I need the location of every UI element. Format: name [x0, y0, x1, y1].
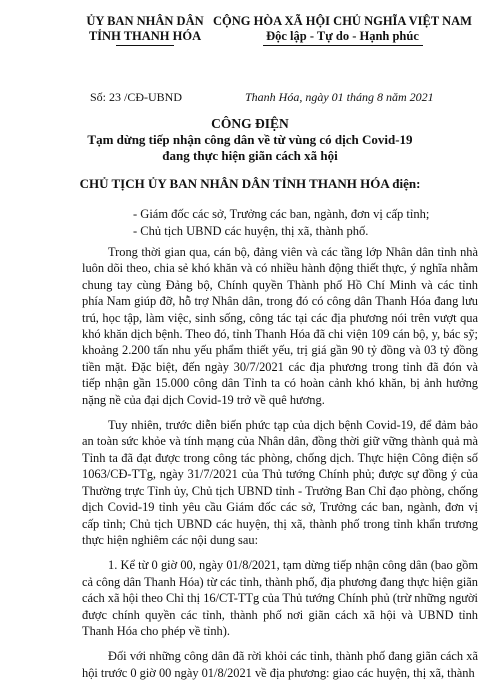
national-motto: [205, 14, 480, 46]
document-number: Số: 23 /CĐ-UBND: [90, 90, 183, 104]
motto-underline: [263, 45, 423, 46]
document-title-block: [0, 116, 500, 164]
issuing-authority: [70, 14, 220, 46]
motto-line: Độc lập - Tự do - Hạnh phúc: [266, 29, 419, 43]
authority-underline: [116, 45, 174, 46]
place-and-date: Thanh Hóa, ngày 01 tháng 8 năm 2021: [245, 90, 434, 104]
document-title: CÔNG ĐIỆN: [211, 116, 289, 131]
recipient-list: [133, 206, 429, 240]
recipient-item: - Chủ tịch UBND các huyện, thị xã, thành phố.: [133, 224, 369, 238]
body-paragraph: Đối với những công dân đã rời khỏi các tỉnh, thành phố đang giãn cách xã hội trước 0 giờ 00 ngày 01/8/2021 về địa phương: giao các huyện, thị xã, thành: [82, 649, 478, 680]
body-paragraph: Trong thời gian qua, cán bộ, đảng viên và các tầng lớp Nhân dân tỉnh nhà luôn dõi theo, chia sẻ khó khăn và có nhiều hành động thiết thực, ý nghĩa nhằm chung tay cùng Đảng bộ, Chính quyền Thành phố Hồ Chí Minh và các tỉnh phía Nam giúp đỡ, hỗ trợ Nhân dân, trong đó có công dân Thanh Hóa đang lưu trú, học tập, làm việc, sinh sống, công tác tại các địa phương nói trên vượt qua khó khăn dịch bệnh. Theo đó, tỉnh Thanh Hóa đã chi viện 109 cán bộ, y, bác sỹ; khoảng 2.200 tấn nhu yếu phẩm thiết yếu, trị giá gần 90 tỷ đồng và 03 tỷ đồng tiền mặt. Đặc biệt, đến ngày 30/7/2021 các địa phương trong tỉnh đã đón và tiếp nhận gần 15.000 công dân Tỉnh ta có hoàn cảnh khó khăn, bị ảnh hưởng nặng nề của đại dịch Covid-19 trở về quê hương.: [82, 245, 478, 407]
recipient-item: - Giám đốc các sở, Trưởng các ban, ngành, đơn vị cấp tỉnh;: [133, 207, 430, 221]
document-subtitle-line-1: Tạm dừng tiếp nhận công dân về từ vùng có dịch Covid-19: [87, 132, 413, 147]
document-body: [82, 244, 478, 690]
body-paragraph: 1. Kể từ 0 giờ 00, ngày 01/8/2021, tạm dừng tiếp nhận công dân (bao gồm cả công dân Thanh Hóa) từ các tỉnh, thành phố, địa phương đang thực hiện giãn cách xã hội theo Chỉ thị 16/CT-TTg của Thủ tướng Chính phủ (trừ những người được chính quyền các tỉnh, thành phố nơi giãn cách xã hội và UBND tỉnh Thanh Hóa cho phép về tỉnh).: [82, 558, 478, 638]
document-subtitle-line-2: đang thực hiện giãn cách xã hội: [162, 148, 338, 163]
authority-line-2: TỈNH THANH HÓA: [88, 29, 202, 43]
body-paragraph: Tuy nhiên, trước diễn biến phức tạp của dịch bệnh Covid-19, để đảm bảo an toàn sức khỏe và tính mạng của Nhân dân, đồng thời giữ vững thành quả mà Tỉnh ta đã đạt được trong công tác phòng, chống dịch. Thực hiện Công điện số 1063/CĐ-TTg, ngày 31/7/2021 của Thủ tướng Chính phủ; được sự đồng ý của Thường trực Tỉnh ủy, Chủ tịch UBND tỉnh - Trưởng Ban Chỉ đạo phòng, chống dịch Covid-19 tỉnh yêu cầu Giám đốc các sở, Trưởng các ban, ngành, đơn vị cấp tỉnh; Chủ tịch UBND các huyện, thị xã, thành phố trong tỉnh khẩn trương thực hiện nghiêm các nội dung sau:: [82, 418, 478, 547]
authority-line-1: ỦY BAN NHÂN DÂN: [86, 14, 204, 28]
country-name: CỘNG HÒA XÃ HỘI CHỦ NGHĨA VIỆT NAM: [213, 14, 472, 28]
declaration-line: CHỦ TỊCH ỦY BAN NHÂN DÂN TỈNH THANH HÓA điện:: [79, 176, 421, 191]
